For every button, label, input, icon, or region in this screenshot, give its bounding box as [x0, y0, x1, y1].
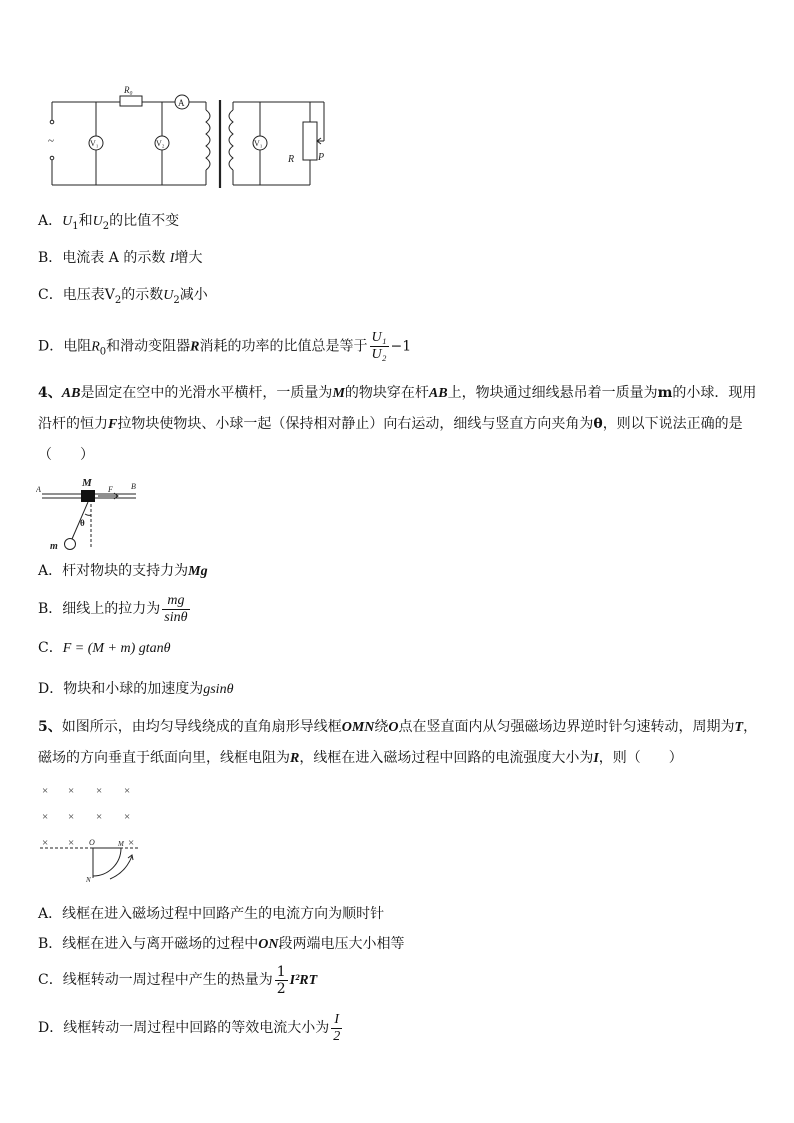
q4-option-a [38, 562, 208, 581]
denominator: 2 [333, 1028, 341, 1044]
numerator: I [331, 1012, 342, 1029]
field-cross: × [128, 837, 135, 849]
field-cross: × [42, 837, 49, 849]
field-cross: × [124, 785, 131, 797]
var-i: I [169, 251, 175, 266]
text: 的示数 [123, 250, 166, 266]
rod-end-a-label: A [36, 485, 41, 494]
text: C．电压表 [38, 287, 105, 303]
denominator: U₂ [371, 347, 387, 362]
text: B．电流表 [38, 250, 105, 266]
text: D．线框转动一周过程中回路的等效电流大小为 [38, 1020, 330, 1036]
field-cross: × [124, 811, 131, 823]
ammeter-label: A [178, 98, 185, 108]
subscript: 0 [99, 346, 107, 358]
var: ON [258, 937, 279, 952]
q4-option-c [38, 639, 171, 658]
var: AB [61, 386, 81, 401]
text: 和 [78, 213, 93, 229]
text: 的示数 [121, 287, 164, 303]
force-f-label: F [108, 485, 113, 494]
text: B．线框在进入与离开磁场的过程中 [38, 936, 259, 952]
field-cross: × [42, 811, 49, 823]
fraction-one-half [275, 964, 288, 997]
q5-option-a [38, 905, 384, 923]
text: C． [38, 640, 63, 656]
q3-option-a [38, 212, 179, 236]
var-r: R [91, 339, 100, 355]
text: ，则以下说法正确的是（ ） [38, 416, 743, 463]
var: θ [593, 416, 603, 432]
text: V [104, 287, 115, 303]
text: 段两端电压大小相等 [278, 936, 405, 952]
text: 如图所示，由均匀导线绕成的直角扇形导线框 [61, 719, 342, 735]
q3-option-b [38, 249, 202, 268]
denominator: 2 [276, 980, 286, 997]
field-cross: × [96, 785, 103, 797]
q4-stem [38, 378, 758, 471]
point-n-label: N [86, 876, 91, 884]
numerator: mg [162, 593, 189, 610]
fraction-u1-over-u2 [370, 330, 389, 363]
numerator: 1 [276, 963, 286, 980]
text: 和滑动变阻器 [106, 338, 191, 355]
q5-option-c [38, 963, 317, 998]
numerator: U₁ [371, 330, 387, 345]
q5-stem [38, 712, 758, 774]
text: A．线框在进入磁场过程中回路产生的电流方向为顺时针 [38, 906, 385, 922]
sector-coil-magnetic-field-figure [36, 778, 156, 884]
text: C．线框转动一周过程中产生的热量为 [38, 972, 273, 988]
subscript: 2 [114, 294, 122, 306]
ball-m-label: m [50, 541, 58, 552]
field-cross: × [68, 785, 75, 797]
text: 上，物块通过细线悬吊着一质量为 [447, 385, 658, 401]
var-r: R [190, 339, 200, 355]
var: AB [428, 386, 448, 401]
question-number: 5、 [38, 719, 62, 735]
text: D．物块和小球的加速度为 [38, 681, 204, 697]
q5-option-b [38, 935, 405, 954]
voltmeter-v1-right-label: V₁ [254, 139, 263, 148]
voltmeter-v2-label: V₂ [156, 139, 165, 148]
r0-label: R₀ [124, 85, 133, 95]
text: 的小球．现用沿杆的恒力 [38, 385, 757, 432]
var: M [332, 386, 345, 401]
subscript: 1 [72, 220, 79, 232]
text: ，则（ ） [598, 750, 683, 766]
text: −1 [390, 338, 412, 355]
rod-end-b-label: B [131, 482, 136, 491]
expr: I²RT [289, 973, 318, 988]
transformer-circuit-figure [40, 80, 340, 195]
field-cross: × [68, 837, 75, 849]
expr: F = (M + m) gtanθ [62, 641, 171, 656]
angle-theta-label: θ [80, 518, 85, 528]
text: 的物块穿在杆 [344, 385, 429, 401]
question-number: 4、 [38, 385, 62, 401]
text: ，磁场的方向垂直于纸面向里，线框电阻为 [38, 719, 758, 766]
text: 是固定在空中的光滑水平横杆，一质量为 [80, 385, 333, 401]
fraction-mg-over-sin [162, 593, 189, 626]
expr: gsinθ [203, 682, 234, 697]
text: 消耗的功率的比值总是等于 [199, 338, 368, 355]
voltmeter-v1-left-label: V₁ [90, 139, 99, 148]
text: 拉物块使物块、小球一起（保持相对静止）向右运动，细线与竖直方向夹角为 [117, 416, 594, 432]
subscript: 2 [102, 220, 110, 232]
var: m [657, 385, 673, 401]
text: B．细线上的拉力为 [38, 601, 161, 617]
var: I [593, 751, 599, 766]
text: 的比值不变 [109, 213, 180, 229]
field-cross: × [42, 785, 49, 797]
expr: Mg [188, 564, 208, 579]
q4-option-d [38, 680, 233, 699]
var: T [734, 720, 744, 735]
ac-source-symbol: ~ [48, 135, 54, 147]
q5-option-d [38, 1011, 344, 1045]
var: OMN [341, 720, 375, 735]
text: ，线框在进入磁场过程中回路的电流强度大小为 [299, 750, 594, 766]
text: D．电阻 [38, 338, 92, 355]
q3-option-d [38, 330, 411, 368]
denominator: sinθ [164, 609, 188, 625]
var: R [290, 751, 300, 766]
field-cross: × [68, 811, 75, 823]
var-u: U [92, 214, 103, 229]
text: 绕 [374, 719, 389, 735]
slider-p-label: P [318, 152, 325, 163]
var-u: U [163, 288, 174, 303]
field-cross: × [96, 811, 103, 823]
q3-option-c [38, 286, 208, 310]
var: F [108, 417, 118, 432]
text: 减小 [179, 287, 208, 303]
q4-option-b [38, 592, 192, 626]
fraction-i-over-2 [331, 1012, 342, 1045]
point-m-label: M [118, 840, 124, 848]
text: A [108, 250, 119, 266]
point-o-label: O [89, 838, 95, 847]
var: O [388, 720, 399, 735]
block-m-label: M [82, 477, 92, 489]
subscript: 2 [173, 294, 180, 306]
rod-block-ball-figure [36, 476, 146, 556]
var-u: U [62, 214, 73, 229]
text: A．杆对物块的支持力为 [38, 563, 189, 579]
option-label: A． [38, 213, 63, 229]
rheostat-r-label: R [288, 154, 295, 165]
text: 增大 [174, 250, 203, 266]
text: 点在竖直面内从匀强磁场边界逆时针匀速转动，周期为 [398, 719, 735, 735]
